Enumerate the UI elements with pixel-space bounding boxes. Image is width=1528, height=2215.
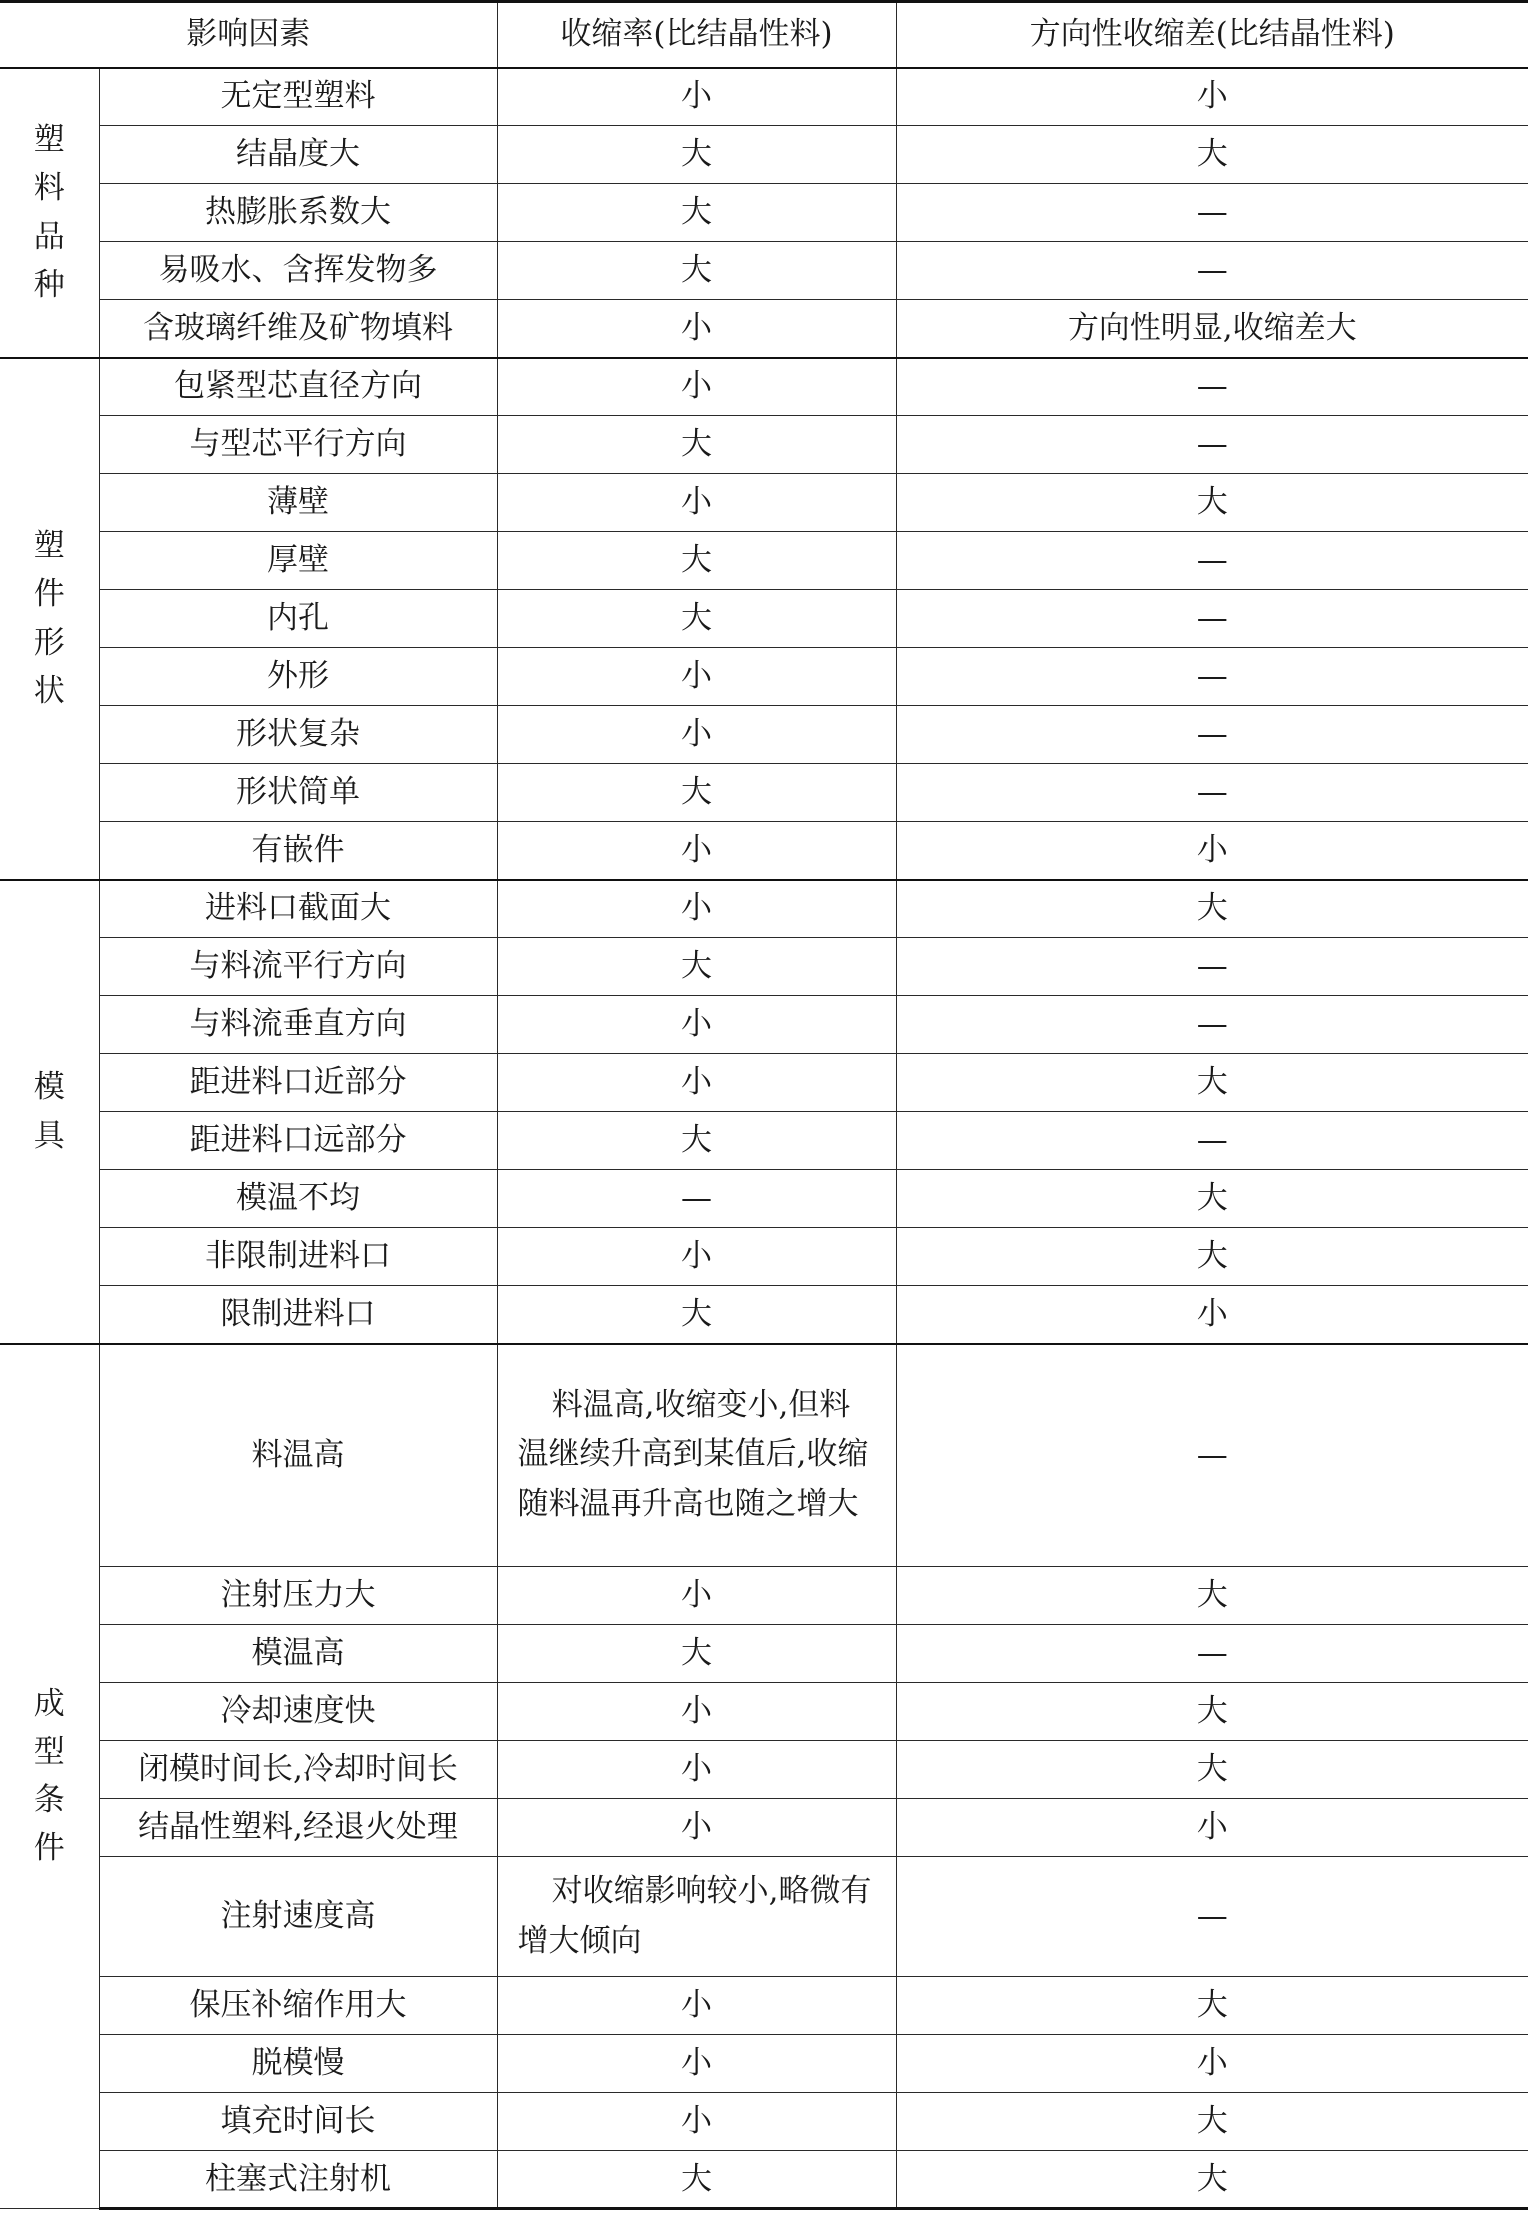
shrinkage-cell: 小 xyxy=(497,1567,896,1625)
directional-cell: 小 xyxy=(896,2035,1528,2093)
table-row xyxy=(0,1054,1528,1112)
factor-cell: 料温高 xyxy=(99,1344,497,1567)
factor-cell: 与料流垂直方向 xyxy=(99,996,497,1054)
directional-cell: — xyxy=(896,996,1528,1054)
shrinkage-cell: 小 xyxy=(497,1054,896,1112)
directional-cell: — xyxy=(896,416,1528,474)
factor-cell: 内孔 xyxy=(99,590,497,648)
factor-cell: 易吸水、含挥发物多 xyxy=(99,242,497,300)
directional-cell: 大 xyxy=(896,1228,1528,1286)
shrinkage-cell: — xyxy=(497,1170,896,1228)
directional-cell: 大 xyxy=(896,880,1528,938)
directional-cell: — xyxy=(896,1857,1528,1977)
shrinkage-cell: 小 xyxy=(497,996,896,1054)
directional-cell: — xyxy=(896,590,1528,648)
table-row xyxy=(0,880,1528,938)
table-row xyxy=(0,1799,1528,1857)
table-row xyxy=(0,2151,1528,2209)
factor-cell: 外形 xyxy=(99,648,497,706)
factor-cell: 填充时间长 xyxy=(99,2093,497,2151)
directional-cell: 大 xyxy=(896,1683,1528,1741)
factor-cell: 与型芯平行方向 xyxy=(99,416,497,474)
table-row xyxy=(0,2093,1528,2151)
table-row xyxy=(0,590,1528,648)
directional-cell: — xyxy=(896,184,1528,242)
directional-cell: 大 xyxy=(896,2151,1528,2209)
directional-cell: 大 xyxy=(896,126,1528,184)
factor-cell: 热膨胀系数大 xyxy=(99,184,497,242)
shrinkage-cell: 料温高,收缩变小,但料温继续升高到某值后,收缩随料温再升高也随之增大 xyxy=(497,1344,896,1567)
table-row xyxy=(0,648,1528,706)
shrinkage-cell: 小 xyxy=(497,706,896,764)
shrinkage-cell: 大 xyxy=(497,184,896,242)
table-row xyxy=(0,996,1528,1054)
table-row xyxy=(0,1344,1528,1567)
directional-cell: 大 xyxy=(896,1170,1528,1228)
directional-cell: — xyxy=(896,1344,1528,1567)
factor-cell: 有嵌件 xyxy=(99,822,497,880)
shrinkage-cell: 大 xyxy=(497,590,896,648)
shrinkage-cell: 小 xyxy=(497,880,896,938)
group-label-cell xyxy=(0,68,99,358)
shrinkage-cell: 大 xyxy=(497,764,896,822)
table-row xyxy=(0,1625,1528,1683)
directional-cell: — xyxy=(896,938,1528,996)
factor-cell: 包紧型芯直径方向 xyxy=(99,358,497,416)
factor-cell: 进料口截面大 xyxy=(99,880,497,938)
header-factor: 影响因素 xyxy=(0,2,497,68)
table-body xyxy=(0,2,1528,2209)
directional-cell: — xyxy=(896,648,1528,706)
shrinkage-cell: 小 xyxy=(497,822,896,880)
directional-cell: 小 xyxy=(896,822,1528,880)
group-label: 塑料品种 xyxy=(33,122,65,303)
directional-cell: — xyxy=(896,1625,1528,1683)
shrinkage-cell: 小 xyxy=(497,1977,896,2035)
shrinkage-cell: 小 xyxy=(497,1799,896,1857)
shrinkage-cell: 小 xyxy=(497,358,896,416)
factor-cell: 柱塞式注射机 xyxy=(99,2151,497,2209)
directional-cell: — xyxy=(896,242,1528,300)
shrinkage-cell: 小 xyxy=(497,1683,896,1741)
shrinkage-cell: 大 xyxy=(497,416,896,474)
table-row xyxy=(0,184,1528,242)
table-row xyxy=(0,358,1528,416)
table-row xyxy=(0,242,1528,300)
directional-cell: — xyxy=(896,532,1528,590)
group-label-cell xyxy=(0,880,99,1344)
table-row xyxy=(0,474,1528,532)
factor-cell: 与料流平行方向 xyxy=(99,938,497,996)
directional-cell: — xyxy=(896,706,1528,764)
factor-cell: 注射压力大 xyxy=(99,1567,497,1625)
directional-cell: 大 xyxy=(896,2093,1528,2151)
directional-cell: — xyxy=(896,358,1528,416)
factor-cell: 结晶度大 xyxy=(99,126,497,184)
factor-cell: 注射速度高 xyxy=(99,1857,497,1977)
factor-cell: 薄壁 xyxy=(99,474,497,532)
header-shrinkage: 收缩率(比结晶性料) xyxy=(497,2,896,68)
shrinkage-cell: 小 xyxy=(497,300,896,358)
factor-cell: 模温不均 xyxy=(99,1170,497,1228)
directional-cell: 小 xyxy=(896,68,1528,126)
group-label: 塑件形状 xyxy=(33,528,65,709)
directional-cell: — xyxy=(896,764,1528,822)
directional-cell: 方向性明显,收缩差大 xyxy=(896,300,1528,358)
shrinkage-cell: 小 xyxy=(497,68,896,126)
table-row xyxy=(0,1286,1528,1344)
directional-cell: 大 xyxy=(896,1054,1528,1112)
table-row xyxy=(0,764,1528,822)
shrinkage-cell: 大 xyxy=(497,532,896,590)
factor-cell: 形状简单 xyxy=(99,764,497,822)
table-row xyxy=(0,68,1528,126)
table-row xyxy=(0,1683,1528,1741)
table-row xyxy=(0,822,1528,880)
factor-cell: 无定型塑料 xyxy=(99,68,497,126)
group-label-cell xyxy=(0,1344,99,2209)
factor-cell: 模温高 xyxy=(99,1625,497,1683)
factor-cell: 非限制进料口 xyxy=(99,1228,497,1286)
shrinkage-cell: 大 xyxy=(497,242,896,300)
factor-cell: 距进料口远部分 xyxy=(99,1112,497,1170)
table-row xyxy=(0,300,1528,358)
shrinkage-cell: 大 xyxy=(497,938,896,996)
factor-cell: 冷却速度快 xyxy=(99,1683,497,1741)
group-label: 成型条件 xyxy=(33,1686,65,1867)
shrinkage-cell: 大 xyxy=(497,1112,896,1170)
directional-cell: — xyxy=(896,1112,1528,1170)
table-row xyxy=(0,1741,1528,1799)
directional-cell: 大 xyxy=(896,1567,1528,1625)
table-row xyxy=(0,706,1528,764)
factor-cell: 含玻璃纤维及矿物填料 xyxy=(99,300,497,358)
directional-cell: 大 xyxy=(896,474,1528,532)
table-row xyxy=(0,532,1528,590)
shrinkage-cell: 小 xyxy=(497,474,896,532)
shrinkage-cell: 大 xyxy=(497,1625,896,1683)
shrinkage-cell: 大 xyxy=(497,2151,896,2209)
factor-cell: 脱模慢 xyxy=(99,2035,497,2093)
header-row xyxy=(0,2,1528,68)
factor-cell: 保压补缩作用大 xyxy=(99,1977,497,2035)
table-row xyxy=(0,1170,1528,1228)
shrinkage-cell: 大 xyxy=(497,126,896,184)
factor-cell: 闭模时间长,冷却时间长 xyxy=(99,1741,497,1799)
directional-cell: 大 xyxy=(896,1977,1528,2035)
table-row xyxy=(0,938,1528,996)
group-label: 模具 xyxy=(33,1069,65,1154)
shrinkage-cell: 小 xyxy=(497,2035,896,2093)
shrinkage-cell: 大 xyxy=(497,1286,896,1344)
factor-cell: 距进料口近部分 xyxy=(99,1054,497,1112)
shrinkage-cell: 小 xyxy=(497,1741,896,1799)
directional-cell: 小 xyxy=(896,1286,1528,1344)
table-row xyxy=(0,2035,1528,2093)
directional-cell: 小 xyxy=(896,1799,1528,1857)
group-label-cell xyxy=(0,358,99,880)
header-directional: 方向性收缩差(比结晶性料) xyxy=(896,2,1528,68)
factor-cell: 结晶性塑料,经退火处理 xyxy=(99,1799,497,1857)
table-row xyxy=(0,1112,1528,1170)
table-row xyxy=(0,416,1528,474)
factor-cell: 厚壁 xyxy=(99,532,497,590)
shrinkage-cell: 小 xyxy=(497,648,896,706)
shrinkage-cell: 对收缩影响较小,略微有增大倾向 xyxy=(497,1857,896,1977)
table-row xyxy=(0,1567,1528,1625)
factor-cell: 限制进料口 xyxy=(99,1286,497,1344)
factor-cell: 形状复杂 xyxy=(99,706,497,764)
table-row xyxy=(0,1228,1528,1286)
shrinkage-cell: 小 xyxy=(497,2093,896,2151)
directional-cell: 大 xyxy=(896,1741,1528,1799)
table-row xyxy=(0,1977,1528,2035)
shrinkage-cell: 小 xyxy=(497,1228,896,1286)
table-row xyxy=(0,126,1528,184)
table-row xyxy=(0,1857,1528,1977)
